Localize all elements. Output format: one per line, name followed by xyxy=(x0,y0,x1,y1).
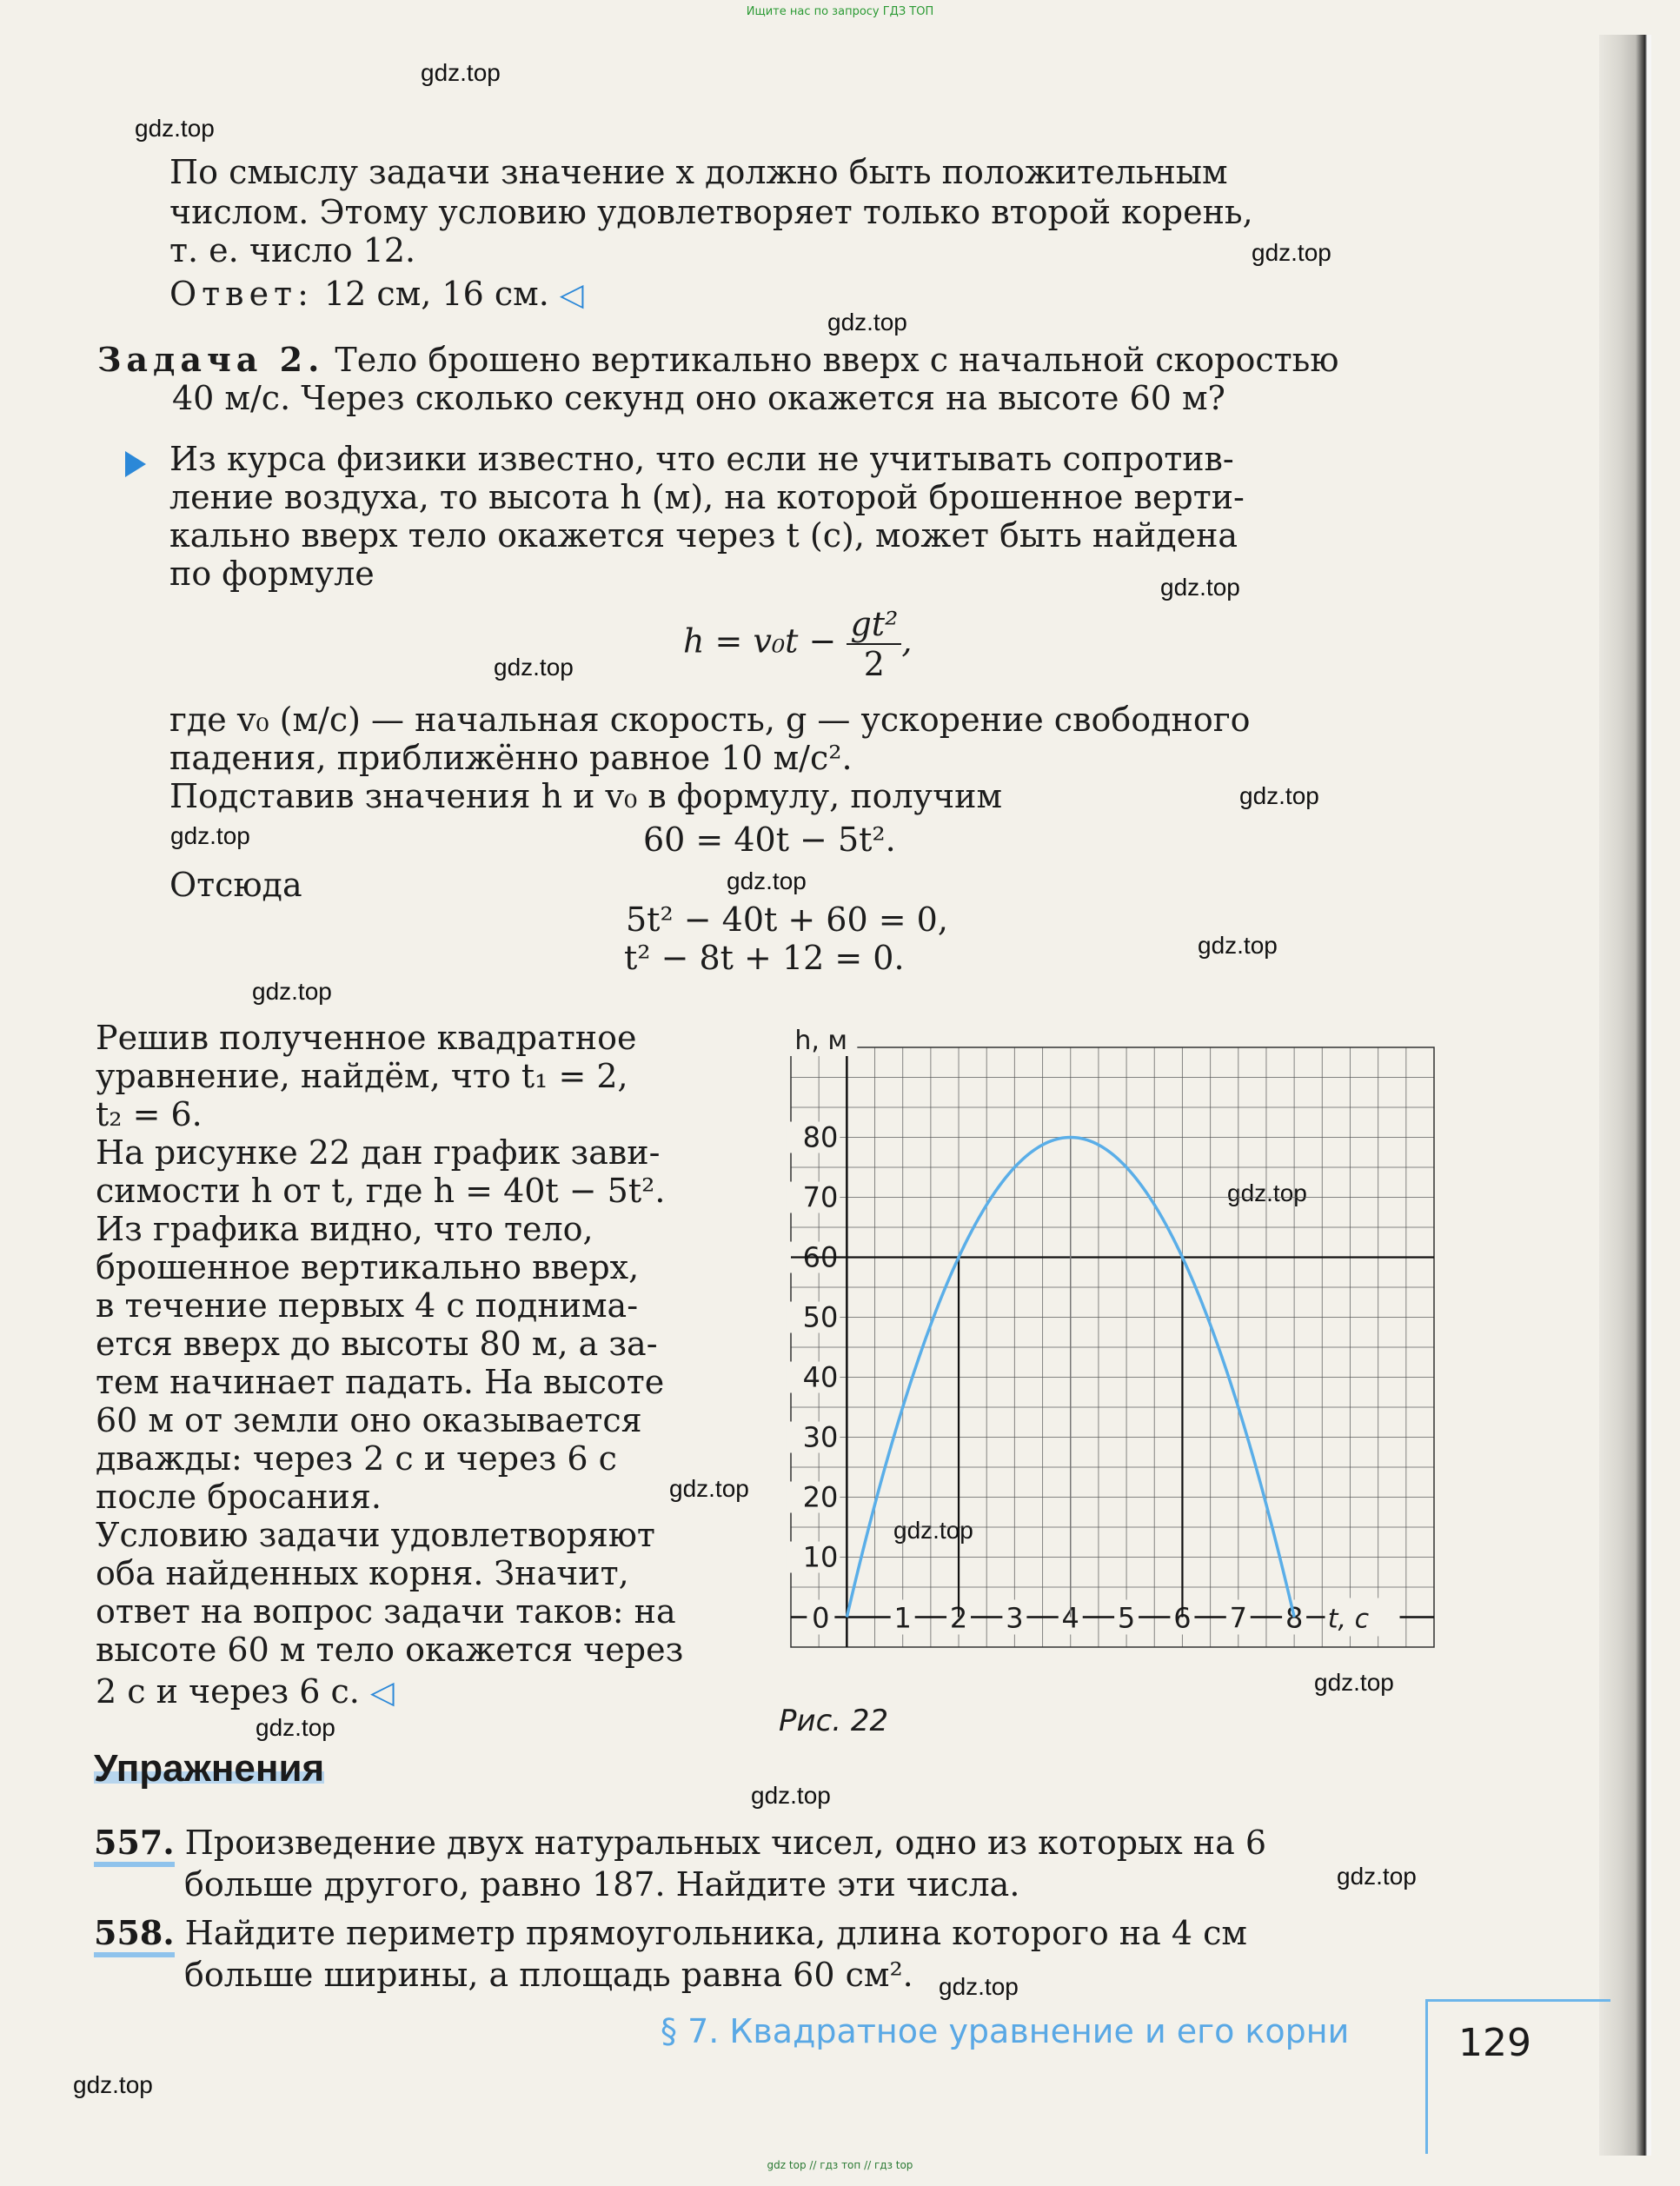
end-of-solution-icon: ◁ xyxy=(369,1675,395,1711)
text-line xyxy=(96,1672,395,1712)
watermark: gdz.top xyxy=(939,1973,1019,2000)
text-line: t₂ = 6. xyxy=(96,1095,203,1133)
task2-label: Задача 2. xyxy=(97,340,325,379)
equation: t² − 8t + 12 = 0. xyxy=(624,939,905,977)
text-line-end: 2 с и через 6 с. xyxy=(96,1672,360,1711)
watermark: gdz.top xyxy=(252,978,332,1005)
solution-start-icon xyxy=(125,442,146,480)
watermark: gdz.top xyxy=(256,1714,335,1741)
x-axis-label: t, с xyxy=(1327,1604,1370,1635)
text-line: по формуле xyxy=(169,555,375,593)
exercise-557 xyxy=(94,1824,1266,1862)
height-time-chart xyxy=(782,1021,1443,1682)
y-tick-label: 80 xyxy=(802,1120,839,1154)
text-line: симости h от t, где h = 40t − 5t². xyxy=(96,1172,666,1210)
watermark: gdz.top xyxy=(727,867,807,894)
y-tick-label: 70 xyxy=(802,1180,839,1214)
x-tick-label: 3 xyxy=(1006,1601,1024,1635)
answer-label: Ответ: xyxy=(169,275,314,313)
text-line: где v₀ (м/с) — начальная скорость, g — ускорение свободного xyxy=(169,701,1251,739)
task2-text: Тело брошено вертикально вверх с начальной скоростью xyxy=(335,341,1339,379)
watermark: gdz.top xyxy=(827,309,907,336)
text-line: На рисунке 22 дан график зави- xyxy=(96,1133,661,1172)
formula-fraction xyxy=(847,605,901,683)
text-line: ление воздуха, то высота h (м), на которой брошенное верти- xyxy=(169,478,1245,516)
watermark: gdz.top xyxy=(1198,932,1278,959)
text-line: брошенное вертикально вверх, xyxy=(96,1248,640,1286)
text-line: Подставив значения h и v₀ в формулу, получим xyxy=(169,777,1003,815)
equation: 60 = 40t − 5t². xyxy=(643,821,896,859)
watermark: gdz.top xyxy=(73,2071,153,2098)
text-line: Отсюда xyxy=(169,866,302,904)
exercise-number: 558. xyxy=(94,1913,175,1957)
text-line: Условию задачи удовлетворяют xyxy=(96,1516,655,1554)
text-line: оба найденных корня. Значит, xyxy=(96,1554,629,1592)
watermark: gdz.top xyxy=(1337,1863,1417,1890)
y-tick-label: 60 xyxy=(802,1240,839,1274)
watermark: gdz.top xyxy=(751,1782,831,1809)
text-line: высоте 60 м тело окажется через xyxy=(96,1631,684,1669)
text-line: т. е. число 12. xyxy=(169,231,416,269)
y-tick-label: 20 xyxy=(802,1480,839,1514)
text-line: Из графика видно, что тело, xyxy=(96,1210,594,1248)
origin-label: 0 xyxy=(812,1601,830,1635)
figure-caption: Рис. 22 xyxy=(779,1704,889,1738)
chart-grid xyxy=(791,1047,1434,1647)
y-tick-label: 40 xyxy=(802,1360,839,1394)
answer-line xyxy=(169,275,584,315)
chart-tick-labels xyxy=(786,1025,1399,1637)
formula-denominator: 2 xyxy=(863,645,885,683)
exercise-text: Произведение двух натуральных чисел, одно из которых на 6 xyxy=(184,1824,1267,1862)
exercise-558 xyxy=(94,1914,1247,1952)
text-line: числом. Этому условию удовлетворяет только второй корень, xyxy=(169,193,1253,231)
text-line: 60 м от земли оно оказывается xyxy=(96,1401,642,1439)
top-note: Ищите нас по запросу ГДЗ ТОП xyxy=(746,5,934,18)
text-line: больше ширины, а площадь равна 60 см². xyxy=(184,1956,913,1994)
formula-tail: , xyxy=(901,621,913,661)
x-tick-label: 5 xyxy=(1117,1601,1136,1635)
text-line: ется вверх до высоты 80 м, а за- xyxy=(96,1325,658,1363)
end-of-solution-icon: ◁ xyxy=(559,277,584,313)
x-tick-label: 7 xyxy=(1229,1601,1247,1635)
y-tick-label: 50 xyxy=(802,1300,839,1334)
y-axis-label: h, м xyxy=(794,1026,848,1056)
watermark: gdz.top xyxy=(1160,574,1240,601)
text-line: в течение первых 4 с поднима- xyxy=(96,1286,639,1325)
watermark: gdz.top xyxy=(1314,1669,1394,1696)
formula-numerator: gt² xyxy=(847,605,901,645)
text-line: кально вверх тело окажется через t (с), может быть найдена xyxy=(169,516,1238,555)
watermark: gdz.top xyxy=(135,115,215,142)
section-footer: § 7. Квадратное уравнение и его корни xyxy=(661,2012,1350,2050)
watermark: gdz.top xyxy=(1239,782,1319,809)
watermark: gdz.top xyxy=(494,654,574,681)
text-line: уравнение, найдём, что t₁ = 2, xyxy=(96,1057,628,1095)
bottom-note: gdz top // гдз топ // гдз top xyxy=(767,2159,913,2171)
exercises-heading: Упражнения xyxy=(94,1747,325,1790)
text-line: больше другого, равно 187. Найдите эти числа. xyxy=(184,1865,1020,1904)
x-tick-label: 2 xyxy=(949,1601,968,1635)
watermark: gdz.top xyxy=(1252,239,1331,266)
watermark: gdz.top xyxy=(1227,1179,1307,1206)
task2-line xyxy=(97,341,1338,379)
formula-lhs: h = v₀t − xyxy=(683,621,837,661)
x-tick-label: 1 xyxy=(893,1601,912,1635)
text-line: Из курса физики известно, что если не учитывать сопротив- xyxy=(169,440,1234,478)
exercise-text: Найдите периметр прямоугольника, длина которого на 4 см xyxy=(184,1914,1247,1952)
height-formula xyxy=(683,605,912,683)
x-tick-label: 6 xyxy=(1173,1601,1192,1635)
y-tick-label: 10 xyxy=(802,1540,839,1574)
x-tick-label: 8 xyxy=(1285,1601,1304,1635)
text-line: дважды: через 2 с и через 6 с xyxy=(96,1439,617,1478)
text-line: Решив полученное квадратное xyxy=(96,1019,637,1057)
y-tick-label: 30 xyxy=(802,1420,839,1454)
text-line: ответ на вопрос задачи таков: на xyxy=(96,1592,676,1631)
page-binding-edge xyxy=(1599,35,1651,2156)
equation: 5t² − 40t + 60 = 0, xyxy=(626,900,948,939)
watermark: gdz.top xyxy=(893,1517,973,1544)
watermark: gdz.top xyxy=(170,822,250,849)
text-line: падения, приближённо равное 10 м/с². xyxy=(169,739,853,777)
x-tick-label: 4 xyxy=(1061,1601,1079,1635)
text-line: тем начинает падать. На высоте xyxy=(96,1363,665,1401)
page-number: 129 xyxy=(1458,2021,1531,2065)
watermark: gdz.top xyxy=(669,1475,749,1502)
text-line: 40 м/с. Через сколько секунд оно окажется на высоте 60 м? xyxy=(172,379,1225,417)
watermark: gdz.top xyxy=(421,59,501,86)
answer-text: 12 см, 16 см. xyxy=(323,275,549,313)
text-line: По смыслу задачи значение x должно быть положительным xyxy=(169,153,1228,191)
text-line: после бросания. xyxy=(96,1478,382,1516)
exercise-number: 557. xyxy=(94,1823,175,1867)
